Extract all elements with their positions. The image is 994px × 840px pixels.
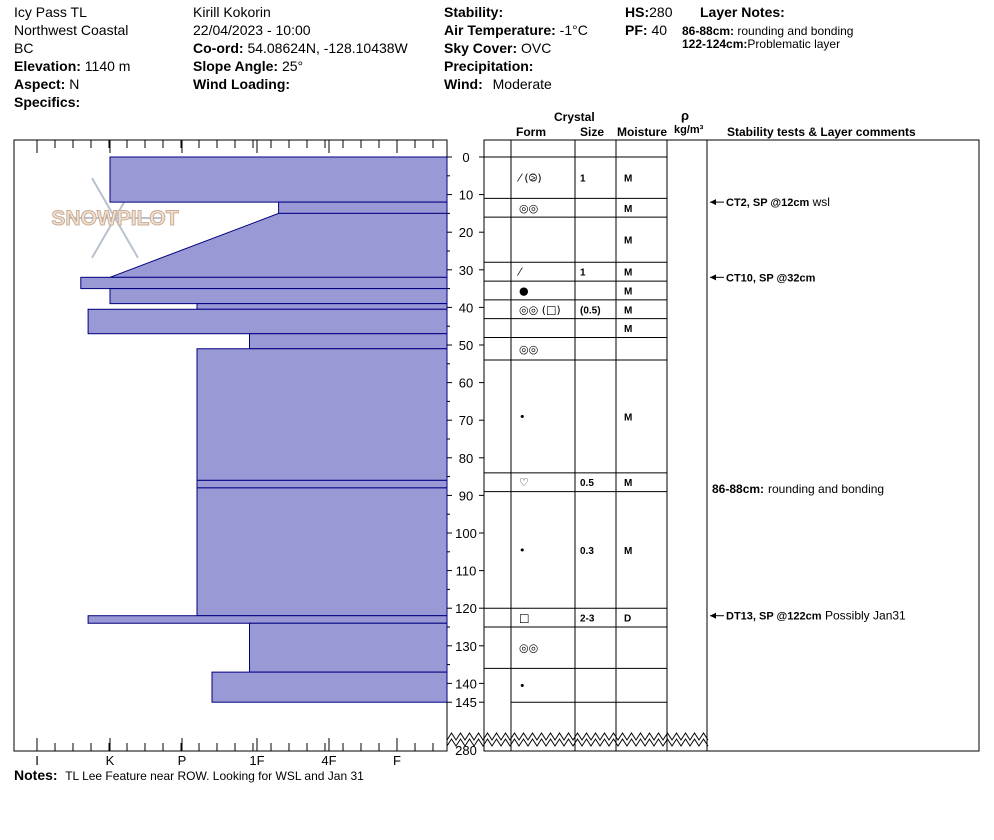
crystal-form: •: [519, 543, 526, 557]
layer-note-text: Problematic layer: [747, 37, 841, 51]
pf-label: PF:: [625, 22, 648, 38]
rho-header: ρ: [681, 108, 690, 123]
crystal-header: Crystal: [554, 110, 595, 124]
crystal-form: ●: [519, 284, 529, 298]
hardness-tick-label: P: [177, 753, 187, 768]
stability-test-label: CT2, SP @12cm: [726, 197, 810, 210]
moisture-value: M: [624, 173, 633, 185]
depth-tick-label: 145: [455, 695, 477, 711]
hardness-layer: [88, 616, 447, 624]
crystal-form: ◎◎: [519, 342, 539, 356]
hardness-tick-label: 4F: [321, 753, 337, 768]
wind-label: Wind:: [444, 76, 483, 92]
moisture-value: M: [624, 286, 633, 298]
elevation-value: 1140 m: [84, 58, 131, 74]
moisture-value: M: [624, 324, 633, 336]
stability-tests-header: Stability tests & Layer comments: [727, 125, 916, 139]
crystal-size: 0.3: [580, 545, 594, 557]
moisture-value: M: [624, 412, 633, 424]
moisture-value: M: [624, 478, 633, 490]
stability-test-label: CT10, SP @32cm: [726, 272, 816, 285]
stability-test-comment: wsl: [812, 195, 830, 210]
hs-label: HS:: [625, 4, 650, 20]
crystal-form: ⁄: [519, 265, 521, 279]
snowpilot-watermark: SNOWPILOT: [51, 207, 179, 230]
crystal-form: ◎◎: [519, 641, 539, 655]
moisture-value: M: [624, 305, 633, 317]
crystal-form: ⁄ (⧁): [519, 171, 542, 185]
depth-tick-label: 40: [458, 300, 474, 316]
crystal-size: (0.5): [580, 305, 601, 317]
hardness-layer: [250, 623, 448, 672]
hardness-tick-label: F: [393, 753, 401, 768]
moisture-value: D: [624, 613, 632, 625]
aspect-value: N: [69, 76, 80, 92]
layer-note-text: rounding and bonding: [737, 24, 854, 38]
moisture-value: M: [624, 203, 633, 215]
notes-text: TL Lee Feature near ROW. Looking for WSL and Jan 31: [65, 769, 364, 783]
crystal-size: 2-3: [580, 613, 595, 625]
depth-tick-label: 10: [458, 187, 474, 203]
depth-tick-label: 110: [455, 563, 477, 579]
depth-tick-label: 120: [455, 601, 477, 617]
hardness-layer: [197, 304, 447, 310]
crystal-size: 1: [580, 173, 586, 185]
crystal-form: ◎◎ (□): [519, 303, 561, 317]
moisture-header: Moisture: [617, 125, 668, 139]
specifics-label: Specifics:: [14, 94, 81, 110]
sky-value: OVC: [521, 40, 552, 56]
region-name: Northwest Coastal: [14, 22, 129, 38]
depth-tick-label: 0: [462, 150, 470, 165]
layer-comment-text: rounding and bonding: [768, 481, 885, 496]
location-name: Icy Pass TL: [14, 4, 87, 20]
crystal-size: 1: [580, 267, 586, 279]
moisture-value: M: [624, 267, 633, 279]
notes-label: Notes:: [14, 767, 58, 783]
crystal-form: ◎◎: [519, 201, 539, 215]
moisture-value: M: [624, 545, 633, 557]
stability-label: Stability:: [444, 4, 504, 20]
hardness-layer: [110, 289, 447, 304]
depth-tick-label: 100: [455, 526, 477, 541]
layer-table-frame: [484, 140, 979, 751]
slope-value: 25°: [281, 58, 304, 74]
crystal-form: ♡: [519, 476, 529, 490]
pf-value: 40: [651, 22, 668, 38]
hardness-layer: [88, 309, 447, 333]
depth-tick-label: 90: [458, 488, 474, 504]
hardness-layer: [212, 672, 447, 702]
layer-note-range: 86-88cm:: [682, 24, 735, 38]
notes-row: [14, 767, 364, 783]
crystal-size: 0.5: [580, 478, 594, 490]
elevation-label: Elevation:: [14, 58, 81, 74]
layer-notes-label: Layer Notes:: [700, 4, 785, 20]
layer-note-range: 122-124cm:: [682, 37, 748, 51]
depth-tick-label: 60: [458, 375, 474, 391]
hardness-layer: [197, 349, 447, 481]
hardness-layer: [279, 202, 447, 213]
hardness-layer: [81, 277, 447, 288]
precip-label: Precipitation:: [444, 58, 534, 74]
coord-value: 54.08624N, -128.10438W: [247, 40, 408, 56]
hardness-layer: [197, 488, 447, 616]
state-name: BC: [14, 40, 34, 56]
sky-label: Sky Cover:: [444, 40, 518, 56]
density-unit-header: kg/m³: [674, 124, 704, 136]
break-zigzag: [447, 739, 708, 746]
form-header: Form: [516, 125, 546, 139]
depth-bottom-label: 280: [455, 743, 477, 758]
test-arrow-head: [710, 613, 716, 619]
hardness-layer: [197, 480, 447, 488]
hardness-tick-label: K: [105, 753, 115, 768]
hs-value: 280: [649, 4, 673, 20]
depth-tick-label: 20: [458, 225, 474, 241]
observation-datetime: 22/04/2023 - 10:00: [193, 22, 311, 38]
depth-tick-label: 30: [458, 262, 474, 278]
slope-label: Slope Angle:: [193, 58, 279, 74]
depth-tick-label: 80: [458, 450, 474, 466]
hardness-layer: [250, 334, 448, 349]
crystal-form: •: [519, 410, 526, 424]
aspect-label: Aspect:: [14, 76, 66, 92]
air-temp-value: -1°C: [559, 22, 588, 38]
depth-tick-label: 130: [455, 638, 477, 654]
depth-tick-label: 50: [458, 338, 474, 353]
hardness-tick-label: 1F: [249, 753, 265, 768]
layer-comment-range: 86-88cm:: [712, 481, 765, 496]
wind-value: Moderate: [492, 76, 552, 92]
depth-tick-label: 70: [458, 413, 474, 429]
depth-tick-label: 140: [455, 676, 477, 692]
hardness-layer: [110, 157, 447, 202]
air-temp-label: Air Temperature:: [444, 22, 556, 38]
hardness-tick-label: I: [35, 753, 39, 768]
test-arrow-head: [710, 199, 716, 205]
moisture-value: M: [624, 235, 633, 247]
stability-test-comment: Possibly Jan31: [825, 608, 906, 623]
observer-name: Kirill Kokorin: [193, 4, 271, 20]
wind-loading-label: Wind Loading:: [193, 76, 291, 92]
stability-test-label: DT13, SP @122cm: [726, 610, 822, 623]
size-header: Size: [580, 125, 605, 139]
crystal-form: •: [519, 679, 526, 693]
crystal-form: □: [519, 611, 530, 625]
coord-label: Co-ord:: [193, 40, 244, 56]
test-arrow-head: [710, 274, 716, 280]
